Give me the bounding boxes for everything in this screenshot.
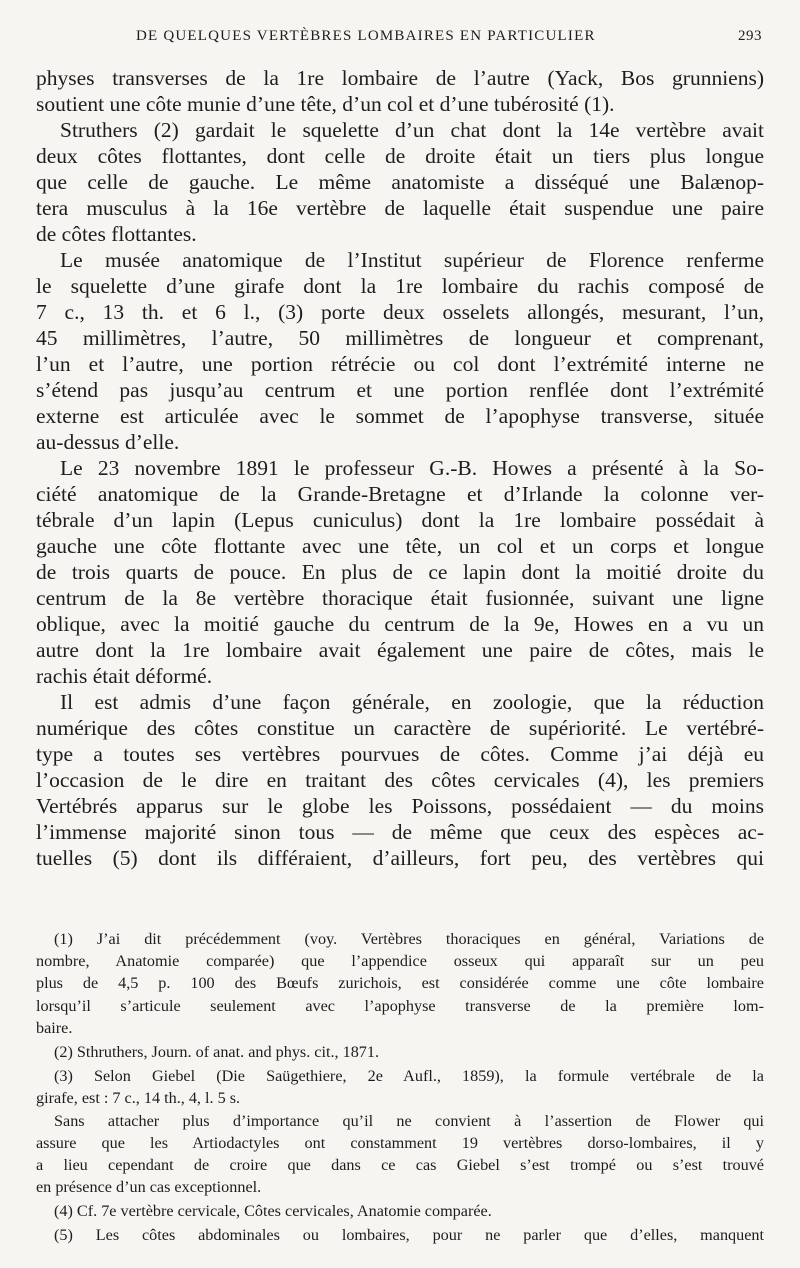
text-line: Le musée anatomique de l’Institut supérieur de Florence renferme bbox=[60, 248, 764, 272]
footnotes bbox=[36, 928, 764, 1247]
text-line: externe est articulée avec le sommet de l’apophyse transverse, située bbox=[36, 404, 764, 428]
text-line: soutient une côte munie d’une tête, d’un col et d’une tubérosité (1). bbox=[36, 92, 615, 116]
text-line: Il est admis d’une façon générale, en zoologie, que la réduction bbox=[60, 690, 764, 714]
text-line: centrum de la 8e vertèbre thoracique était fusionnée, suivant une ligne bbox=[36, 586, 764, 610]
text-line: tera musculus à la 16e vertèbre de laquelle était suspendue une paire bbox=[36, 196, 764, 220]
text-line: oblique, avec la moitié gauche du centrum de la 9e, Howes en a vu un bbox=[36, 612, 764, 636]
text-line: ciété anatomique de la Grande-Bretagne et d’Irlande la colonne ver- bbox=[36, 482, 764, 506]
footnote-line: plus de 4,5 p. 100 des Bœufs zurichois, est considérée comme une côte lombaire bbox=[36, 974, 764, 993]
running-title: DE QUELQUES VERTÈBRES LOMBAIRES EN PARTICULIER bbox=[136, 28, 596, 44]
text-line: 7 c., 13 th. et 6 l., (3) porte deux osselets allongés, mesurant, l’un, bbox=[36, 300, 764, 324]
footnote-line: (5) Les côtes abdominales ou lombaires, pour ne parler que d’elles, manquent bbox=[54, 1226, 764, 1245]
footnote-line: assure que les Artiodactyles ont constamment 19 vertèbres dorso-lombaires, il y bbox=[36, 1133, 764, 1152]
text-line: Struthers (2) gardait le squelette d’un chat dont la 14e vertèbre avait bbox=[60, 118, 764, 142]
text-line: autre dont la 1re lombaire avait également une paire de côtes, mais le bbox=[36, 638, 764, 662]
text-line: 45 millimètres, l’autre, 50 millimètres de longueur et comprenant, bbox=[36, 326, 764, 350]
footnote-line: (4) Cf. 7e vertèbre cervicale, Côtes cervicales, Anatomie comparée. bbox=[54, 1202, 492, 1221]
text-line: le squelette d’une girafe dont la 1re lombaire du rachis composé de bbox=[36, 274, 764, 298]
text-line: deux côtes flottantes, dont celle de droite était un tiers plus longue bbox=[36, 144, 764, 168]
text-line: rachis était déformé. bbox=[36, 664, 213, 688]
text-line: numérique des côtes constitue un caractère de supériorité. Le vertébré- bbox=[36, 716, 764, 740]
text-line: physes transverses de la 1re lombaire de l’autre (Yack, Bos grunniens) bbox=[36, 66, 764, 90]
footnote-line: en présence d’un cas exceptionnel. bbox=[36, 1178, 262, 1197]
page-number: 293 bbox=[738, 28, 762, 44]
text-line: type a toutes ses vertèbres pourvues de côtes. Comme j’ai déjà eu bbox=[36, 742, 764, 766]
footnote-line: girafe, est : 7 c., 14 th., 4, l. 5 s. bbox=[36, 1089, 241, 1108]
body-text bbox=[36, 65, 764, 871]
text-line: tébrale d’un lapin (Lepus cuniculus) dont la 1re lombaire possédait à bbox=[36, 508, 764, 532]
running-header bbox=[36, 28, 762, 52]
footnote-line: (3) Selon Giebel (Die Saügethiere, 2e Aufl., 1859), la formule vertébrale de la bbox=[54, 1067, 764, 1086]
text-line: gauche une côte flottante avec une tête, un col et un corps et longue bbox=[36, 534, 764, 558]
text-line: au-dessus d’elle. bbox=[36, 430, 180, 454]
footnote-line: (2) Sthruthers, Journ. of anat. and phys. cit., 1871. bbox=[54, 1042, 380, 1061]
text-line: Vertébrés apparus sur le globe les Poissons, possédaient — du moins bbox=[36, 794, 764, 818]
text-line: tuelles (5) dont ils différaient, d’ailleurs, fort peu, des vertèbres qui bbox=[36, 846, 764, 870]
footnote-line: a lieu cependant de croire que dans ce cas Giebel s’est trompé ou s’est trouvé bbox=[36, 1155, 764, 1174]
footnote-line: baire. bbox=[36, 1018, 73, 1037]
text-line: l’occasion de le dire en traitant des côtes cervicales (4), les premiers bbox=[36, 768, 764, 792]
text-line: de côtes flottantes. bbox=[36, 222, 197, 246]
footnote-line: (1) J’ai dit précédemment (voy. Vertèbres thoraciques en général, Variations de bbox=[54, 930, 764, 948]
text-line: l’un et l’autre, une portion rétrécie ou col dont l’extrémité interne ne bbox=[36, 352, 764, 376]
footnote-line: Sans attacher plus d’importance qu’il ne convient à l’assertion de Flower qui bbox=[54, 1111, 764, 1130]
text-line: s’étend pas jusqu’au centrum et une portion renflée dont l’extrémité bbox=[36, 378, 764, 402]
footnote-line: lorsqu’il s’articule seulement avec l’apophyse transverse de la première lom- bbox=[36, 996, 764, 1015]
text-line: que celle de gauche. Le même anatomiste a disséqué une Balænop- bbox=[36, 170, 764, 194]
text-line: de trois quarts de pouce. En plus de ce lapin dont la moitié droite du bbox=[36, 560, 764, 584]
text-line: Le 23 novembre 1891 le professeur G.-B. Howes a présenté à la So- bbox=[60, 456, 764, 480]
text-line: l’immense majorité sinon tous — de même que ceux des espèces ac- bbox=[36, 820, 764, 844]
footnote-line: nombre, Anatomie comparée) que l’appendice osseux qui apparaît sur un peu bbox=[36, 952, 764, 971]
